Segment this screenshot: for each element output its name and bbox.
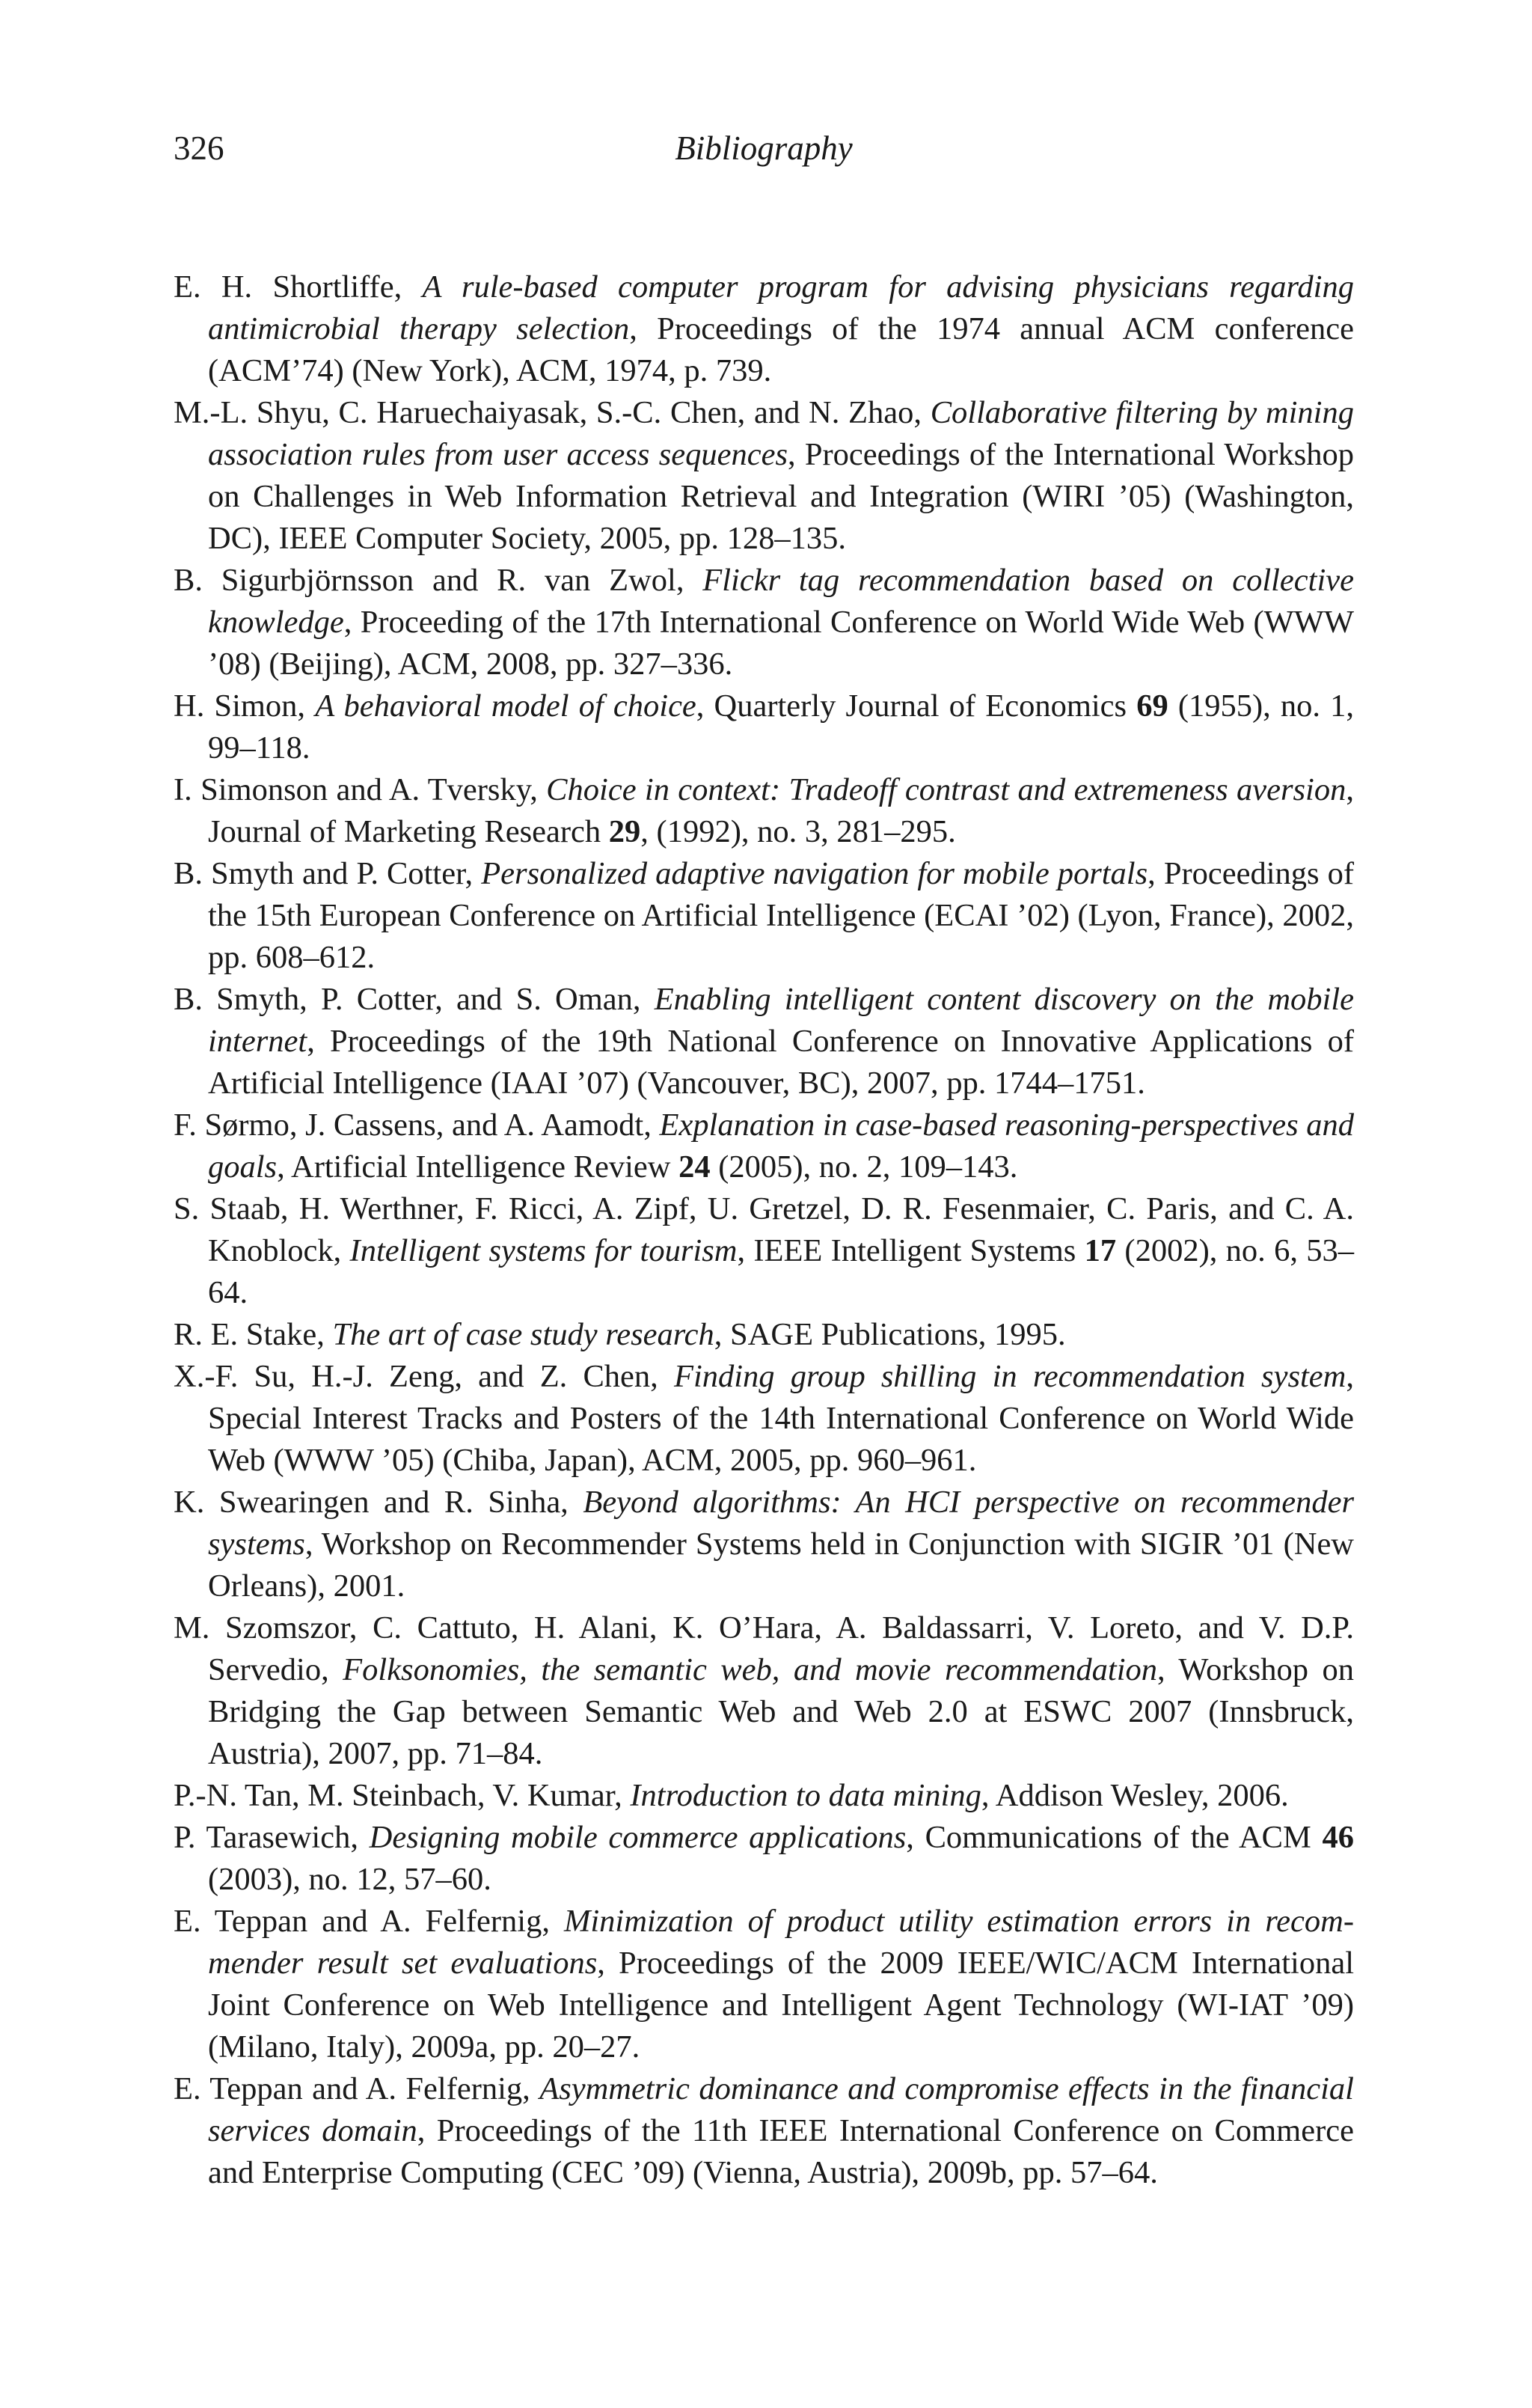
entry-tail: (2002), no. 6, 53–64. — [208, 1233, 1354, 1310]
entry-details: , Proceedings of the 2009 IEEE/WIC/ACM International Joint Conference on Web Intelligence and Intelligent Agent Technology (WI-IAT ’09) (Milano, Italy), 2009a, pp. 20–27. — [208, 1946, 1354, 2065]
entry-details: , Proceedings of the International Workshop on Challenges in Web Information Retrieval and Integration (WIRI ’05) (Washington, DC), IEEE Computer Society, 2005, pp. 128–135. — [208, 437, 1354, 556]
entry-authors: F. Sørmo, J. Cassens, and A. Aamodt, — [174, 1107, 660, 1143]
bibliography-list — [174, 266, 1354, 2194]
entry-details: , Proceedings of the 15th European Conference on Artificial Intelligence (ECAI ’02) (Lyon, France), 2002, pp. 608–612. — [208, 856, 1354, 975]
entry-authors: X.-F. Su, H.-J. Zeng, and Z. Chen, — [174, 1359, 674, 1394]
bibliography-entry — [174, 1482, 1354, 1607]
entry-details: , Workshop on Bridging the Gap between Semantic Web and Web 2.0 at ESWC 2007 (Innsbruck, Austria), 2007, pp. 71–84. — [208, 1652, 1354, 1771]
entry-details: , Workshop on Recommender Systems held in Conjunction with SIGIR ’01 (New Orleans), 2001. — [208, 1527, 1354, 1604]
entry-authors: I. Simonson and A. Tversky, — [174, 772, 547, 807]
entry-title: Enabling intelligent content discovery on the mobile internet — [208, 982, 1354, 1059]
running-title: Bibliography — [675, 129, 853, 167]
entry-details: , Quarterly Journal of Economics — [696, 688, 1137, 724]
bibliography-entry — [174, 769, 1354, 853]
entry-title: Choice in context: Tradeoff contrast and extremeness aversion — [546, 772, 1346, 807]
entry-authors: R. E. Stake, — [174, 1317, 333, 1352]
bibliography-entry — [174, 1188, 1354, 1314]
bibliography-entry — [174, 392, 1354, 560]
entry-title: The art of case study research — [332, 1317, 714, 1352]
bibliography-entry — [174, 1607, 1354, 1775]
entry-details: , Artificial Intelligence Review — [277, 1149, 679, 1185]
bibliography-entry — [174, 1314, 1354, 1356]
entry-authors: E. H. Shortliffe, — [174, 269, 423, 305]
page-number: 326 — [174, 129, 224, 167]
entry-details: , Journal of Marketing Research — [208, 772, 1354, 849]
entry-title: Collaborative filtering by mining association rules from user access sequences — [208, 395, 1354, 472]
entry-authors: H. Simon, — [174, 688, 316, 724]
entry-title: Beyond algorithms: An HCI perspective on recommender systems — [208, 1485, 1355, 1562]
entry-title: Explanation in case-based reasoning-perspectives and goals — [208, 1107, 1354, 1185]
entry-volume: 17 — [1084, 1233, 1117, 1268]
entry-authors: E. Teppan and A. Felfernig, — [174, 1904, 564, 1939]
bibliography-entry — [174, 266, 1354, 392]
bibliography-entry — [174, 1901, 1354, 2068]
entry-authors: M. Szomszor, C. Cattuto, H. Alani, K. O’Hara, A. Baldassarri, V. Loreto, and V. D.P. Servedio, — [174, 1610, 1354, 1687]
bibliography-entry — [174, 1104, 1354, 1188]
entry-details: , Proceeding of the 17th International Conference on World Wide Web (WWW ’08) (Beijing), ACM, 2008, pp. 327–336. — [208, 605, 1354, 682]
entry-title: Personalized adaptive navigation for mobile portals — [481, 856, 1148, 891]
entry-title: Folksonomies, the semantic web, and movie recommendation — [343, 1652, 1158, 1687]
entry-details: , IEEE Intelligent Systems — [737, 1233, 1085, 1268]
bibliography-entry — [174, 853, 1354, 979]
entry-details: , SAGE Publications, 1995. — [714, 1317, 1066, 1352]
entry-details: , Proceedings of the 1974 annual ACM conference (ACM’74) (New York), ACM, 1974, p. 739. — [208, 311, 1355, 388]
bibliography-entry — [174, 2068, 1354, 2194]
entry-title: Minimization of product utility estimation errors in recommender result set evaluations — [208, 1904, 1354, 1981]
entry-title: Introduction to data mining — [630, 1778, 981, 1813]
entry-title: Designing mobile commerce applications — [369, 1820, 907, 1855]
bibliography-entry — [174, 1817, 1354, 1901]
entry-details: , Proceedings of the 11th IEEE International Conference on Commerce and Enterprise Computing (CEC ’09) (Vienna, Austria), 2009b, pp. 57–64. — [208, 2113, 1354, 2190]
entry-title: Finding group shilling in recommendation system — [673, 1359, 1346, 1394]
entry-volume: 46 — [1322, 1820, 1354, 1855]
entry-title: Flickr tag recommendation based on collective knowledge — [208, 563, 1354, 640]
entry-tail: (2005), no. 2, 109–143. — [710, 1149, 1018, 1185]
bibliography-entry — [174, 560, 1354, 685]
entry-volume: 24 — [678, 1149, 711, 1185]
bibliography-entry — [174, 685, 1354, 769]
entry-volume: 29 — [608, 814, 641, 849]
entry-title: Intelligent systems for tourism — [349, 1233, 738, 1268]
entry-details: , Communications of the ACM — [906, 1820, 1323, 1855]
entry-authors: P.-N. Tan, M. Steinbach, V. Kumar, — [174, 1778, 631, 1813]
entry-authors: B. Smyth, P. Cotter, and S. Oman, — [174, 982, 655, 1017]
entry-authors: P. Tarasewich, — [174, 1820, 370, 1855]
bibliography-entry — [174, 1356, 1354, 1482]
running-head — [174, 126, 1354, 171]
entry-authors: B. Sigurbjörnsson and R. van Zwol, — [174, 563, 703, 598]
entry-volume: 69 — [1136, 688, 1168, 724]
entry-tail: , (1992), no. 3, 281–295. — [640, 814, 956, 849]
bibliography-entry — [174, 1775, 1354, 1817]
entry-authors: E. Teppan and A. Felfernig, — [174, 2071, 540, 2106]
entry-details: , Proceedings of the 19th National Conference on Innovative Applications of Artificial Intelligence (IAAI ’07) (Vancouver, BC), 2007, pp. 1744–1751. — [208, 1024, 1354, 1101]
entry-details: , Special Interest Tracks and Posters of the 14th International Conference on World Wide Web (WWW ’05) (Chiba, Japan), ACM, 2005, pp. 960–961. — [208, 1359, 1354, 1478]
entry-title: A rule-based computer program for advising physicians regarding antimicrobial therapy selection — [208, 269, 1354, 346]
entry-authors: B. Smyth and P. Cotter, — [174, 856, 482, 891]
entry-title: Asymmetric dominance and compromise effects in the financial services domain — [208, 2071, 1354, 2148]
entry-tail: (2003), no. 12, 57–60. — [208, 1862, 491, 1897]
bibliography-entry — [174, 979, 1354, 1104]
entry-authors: S. Staab, H. Werthner, F. Ricci, A. Zipf, U. Gretzel, D. R. Fesenmaier, C. Paris, and C. A. Knoblock, — [174, 1191, 1354, 1268]
entry-authors: M.-L. Shyu, C. Haruechaiyasak, S.-C. Chen, and N. Zhao, — [174, 395, 931, 430]
entry-details: , Addison Wesley, 2006. — [981, 1778, 1289, 1813]
entry-title: A behavioral model of choice — [315, 688, 696, 724]
entry-authors: K. Swearingen and R. Sinha, — [174, 1485, 583, 1520]
entry-tail: (1955), no. 1, 99–118. — [208, 688, 1354, 766]
